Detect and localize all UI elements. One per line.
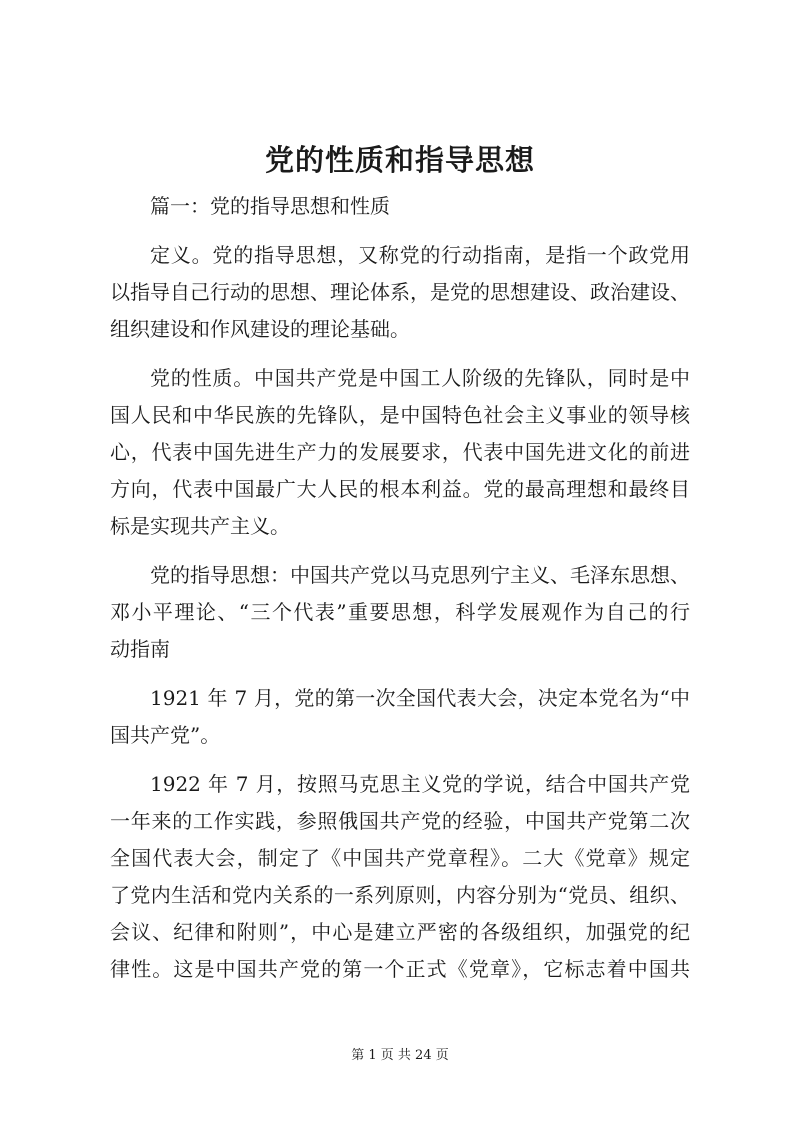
text-line: 以指导自己行动的思想、理论体系，是党的思想建设、政治建设、 xyxy=(110,280,690,304)
text-line: 国共产党”。 xyxy=(110,723,221,747)
text-line: 标是实现共产主义。 xyxy=(110,514,290,538)
paragraph xyxy=(110,188,690,225)
text-line: 邓小平理论、“三个代表”重要思想，科学发展观作为自己的行 xyxy=(110,600,690,624)
document-body xyxy=(110,188,690,1000)
paragraph xyxy=(110,360,690,545)
document-title: 党的性质和指导思想 xyxy=(264,143,535,177)
text-line: 方向，代表中国最广大人民的根本利益。党的最高理想和最终目 xyxy=(110,477,690,501)
text-line: 心，代表中国先进生产力的发展要求，代表中国先进文化的前进 xyxy=(110,440,690,464)
text-line: 会议、纪律和附则”，中心是建立严密的各级组织，加强党的纪 xyxy=(110,920,690,944)
text-line: 定义。党的指导思想，又称党的行动指南，是指一个政党用 xyxy=(150,243,690,267)
text-line: 1921 年 7 月，党的第一次全国代表大会，决定本党名为“中 xyxy=(150,686,690,710)
text-line: 党的指导思想：中国共产党以马克思列宁主义、毛泽东思想、 xyxy=(150,563,690,587)
paragraph xyxy=(110,557,690,668)
text-line: 全国代表大会，制定了《中国共产党章程》。二大《党章》规定 xyxy=(110,846,690,870)
paragraph xyxy=(110,680,690,754)
page-footer: 第 1 页 共 24 页 xyxy=(351,1048,449,1063)
paragraph xyxy=(110,766,690,988)
text-line: 国人民和中华民族的先锋队，是中国特色社会主义事业的领导核 xyxy=(110,403,690,427)
text-line: 党的性质。中国共产党是中国工人阶级的先锋队，同时是中 xyxy=(150,366,690,390)
paragraph xyxy=(110,237,690,348)
text-line: 组织建设和作风建设的理论基础。 xyxy=(110,317,410,341)
text-line: 律性。这是中国共产党的第一个正式《党章》，它标志着中国共 xyxy=(110,957,690,981)
text-line: 篇一：党的指导思想和性质 xyxy=(150,194,390,218)
text-line: 动指南 xyxy=(110,637,170,661)
text-line: 一年来的工作实践，参照俄国共产党的经验，中国共产党第二次 xyxy=(110,809,690,833)
text-line: 1922 年 7 月，按照马克思主义党的学说，结合中国共产党 xyxy=(150,772,690,796)
text-line: 了党内生活和党内关系的一系列原则，内容分别为“党员、组织、 xyxy=(110,883,690,907)
